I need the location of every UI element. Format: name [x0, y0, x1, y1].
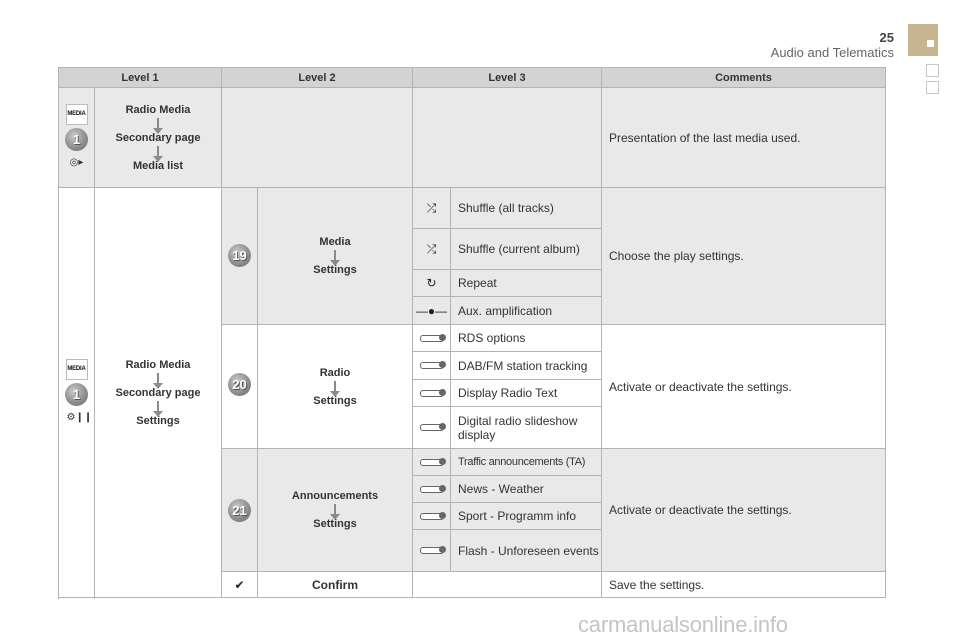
flow-step: Announcements: [291, 490, 379, 502]
option-icon-cell: [413, 449, 451, 476]
option-icon-cell: [413, 352, 451, 380]
empty-cell: [222, 88, 413, 188]
option-label: Digital radio slideshow display: [451, 407, 602, 449]
flow-cell: [258, 449, 413, 572]
step-badge: 21: [228, 499, 251, 522]
comment-cell: Presentation of the last media used.: [602, 88, 886, 188]
option-icon-cell: [413, 503, 451, 530]
comment-cell: Activate or deactivate the settings.: [602, 325, 886, 449]
shuffle-icon: ⤮: [426, 241, 437, 256]
icon-cell: [59, 188, 95, 598]
navigation-flow: [258, 490, 412, 530]
down-arrow-icon: [157, 146, 159, 157]
toggle-icon: [420, 390, 444, 397]
option-label: Flash - Unforeseen events: [451, 530, 602, 572]
option-icon-cell: [413, 229, 451, 270]
column-header: Level 2: [222, 68, 413, 88]
flow-step: Media list: [132, 159, 184, 172]
confirm-label: Confirm: [258, 572, 413, 598]
flow-step: Settings: [313, 264, 357, 276]
comment-cell: Activate or deactivate the settings.: [602, 449, 886, 572]
comment-cell: Choose the play settings.: [602, 188, 886, 325]
toggle-icon: [420, 424, 444, 431]
toggle-icon: [420, 486, 444, 493]
page-marker-square: [926, 81, 939, 94]
section-title: Audio and Telematics: [770, 45, 894, 60]
down-arrow-icon: [157, 373, 159, 384]
option-label: Shuffle (current album): [451, 229, 602, 270]
watermark: carmanualsonline.info: [578, 612, 788, 637]
option-icon-cell: [413, 380, 451, 407]
option-label: Shuffle (all tracks): [451, 188, 602, 229]
option-icon-cell: [413, 476, 451, 503]
shuffle-all-icon: ⤮: [426, 200, 437, 215]
navigation-flow: [95, 359, 221, 427]
checkmark-icon: ✔: [234, 577, 245, 592]
option-icon-cell: [413, 188, 451, 229]
step-badge: 1: [65, 128, 88, 151]
flow-cell: [95, 188, 222, 598]
option-icon-cell: [413, 407, 451, 449]
flow-step: Media: [319, 236, 351, 248]
toggle-icon: [420, 513, 444, 520]
option-label: Display Radio Text: [451, 380, 602, 407]
aux-amplification-icon: —●—: [415, 303, 448, 318]
option-label: News - Weather: [451, 476, 602, 503]
option-label: Sport - Programm info: [451, 503, 602, 530]
flow-step: Secondary page: [115, 131, 201, 144]
column-header: Level 1: [59, 68, 222, 88]
empty-cell: [413, 88, 602, 188]
flow-cell: [258, 325, 413, 449]
column-header: Level 3: [413, 68, 602, 88]
down-arrow-icon: [334, 250, 336, 261]
badge-cell: [222, 325, 258, 449]
navigation-flow: [258, 236, 412, 276]
flow-cell: [258, 188, 413, 325]
badge-cell: [222, 449, 258, 572]
down-arrow-icon: [334, 381, 336, 392]
table-row: [59, 88, 886, 188]
flow-step: Settings: [313, 518, 357, 530]
down-arrow-icon: [157, 118, 159, 129]
media-button-icon: MEDIA: [66, 104, 88, 125]
comment-cell: Save the settings.: [602, 572, 886, 598]
option-icon-cell: [413, 297, 451, 325]
flow-step: Settings: [136, 414, 180, 427]
option-icon-cell: [413, 530, 451, 572]
badge-cell: [222, 188, 258, 325]
flow-cell: [95, 88, 222, 188]
down-arrow-icon: [157, 401, 159, 412]
navigation-flow: [95, 104, 221, 172]
table-row: [59, 188, 886, 229]
step-badge: 20: [228, 373, 251, 396]
table-header-row: [59, 68, 886, 88]
chapter-tab: [908, 24, 938, 56]
toggle-icon: [420, 459, 444, 466]
toggle-icon: [420, 362, 444, 369]
settings-gear-icon: ⚙❙❙: [66, 411, 93, 423]
navigation-flow: [258, 367, 412, 407]
page-marker-square: [926, 64, 939, 77]
step-badge: 1: [65, 383, 88, 406]
option-icon-cell: [413, 325, 451, 352]
menu-table: [58, 67, 886, 598]
icon-cell: [59, 88, 95, 188]
option-label: Aux. amplification: [451, 297, 602, 325]
option-icon-cell: [413, 270, 451, 297]
option-label: DAB/FM station tracking: [451, 352, 602, 380]
toggle-icon: [420, 547, 444, 554]
badge-cell: [222, 572, 258, 598]
page-number: 25: [879, 30, 894, 45]
step-badge: 19: [228, 244, 251, 267]
media-source-icon: ◎▸: [69, 156, 84, 168]
option-label: Traffic announcements (TA): [451, 449, 602, 476]
toggle-icon: [420, 335, 444, 342]
repeat-icon: ↻: [426, 276, 437, 290]
empty-cell: [413, 572, 602, 598]
down-arrow-icon: [334, 504, 336, 515]
flow-step: Radio Media: [125, 358, 191, 371]
column-header: Comments: [602, 68, 886, 88]
option-label: Repeat: [451, 270, 602, 297]
media-button-icon: MEDIA: [66, 359, 88, 380]
flow-step: Radio: [319, 366, 351, 379]
flow-step: Settings: [313, 394, 357, 407]
flow-step: Radio Media: [125, 103, 191, 116]
option-label: RDS options: [451, 325, 602, 352]
flow-step: Secondary page: [115, 386, 201, 399]
